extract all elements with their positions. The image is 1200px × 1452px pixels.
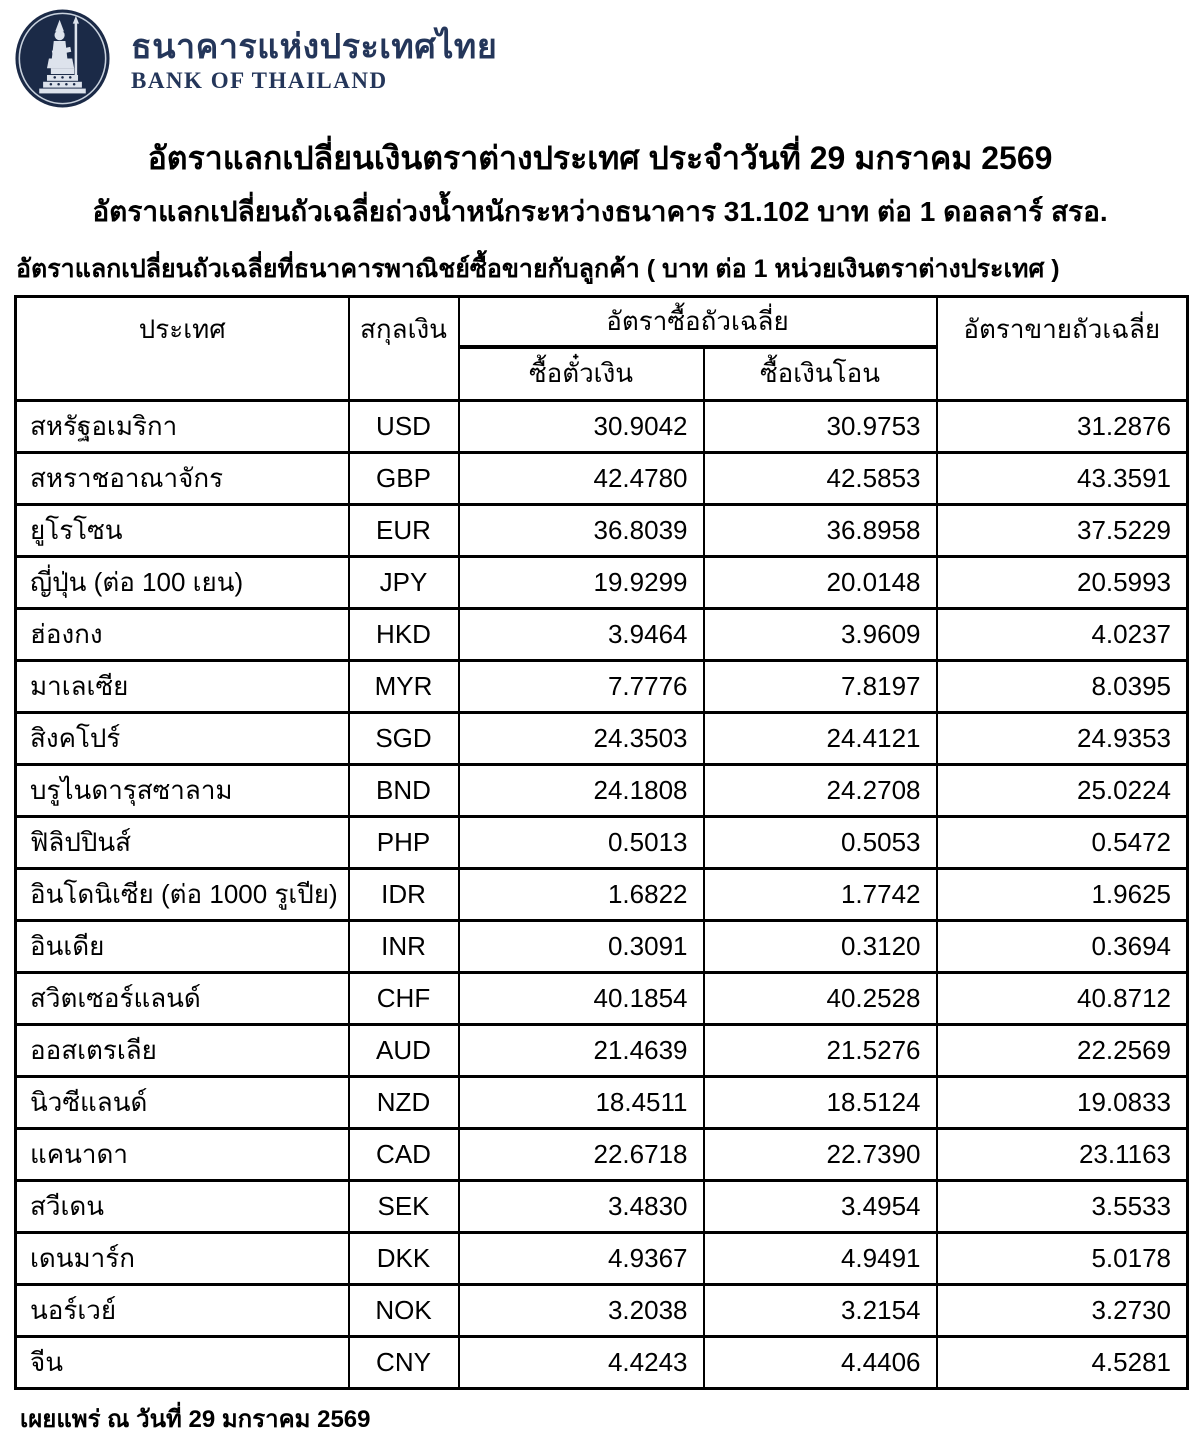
country-cell: มาเลเซีย <box>16 661 349 713</box>
selling-rate-cell: 4.0237 <box>937 609 1188 661</box>
buying-bill-cell: 30.9042 <box>459 401 704 453</box>
header-buying-sight-bill: ซื้อตั๋วเงิน <box>459 347 704 401</box>
selling-rate-cell: 24.9353 <box>937 713 1188 765</box>
currency-code-cell: MYR <box>349 661 459 713</box>
table-row <box>16 869 1188 921</box>
buying-transfer-cell: 21.5276 <box>704 1025 937 1077</box>
country-cell: นอร์เวย์ <box>16 1285 349 1337</box>
interbank-rate-line: อัตราแลกเปลี่ยนถัวเฉลี่ยถ่วงน้ำหนักระหว่างธนาคาร 31.102 บาท ต่อ 1 ดอลลาร์ สรอ. <box>92 196 1108 228</box>
currency-code-cell: CAD <box>349 1129 459 1181</box>
customer-rate-caption: อัตราแลกเปลี่ยนถัวเฉลี่ยที่ธนาคารพาณิชย์ซื้อขายกับลูกค้า ( บาท ต่อ 1 หน่วยเงินตราต่างประเทศ ) <box>16 254 1060 283</box>
table-header <box>16 297 1188 401</box>
country-cell: นิวซีแลนด์ <box>16 1077 349 1129</box>
buying-bill-cell: 19.9299 <box>459 557 704 609</box>
country-cell: อินเดีย <box>16 921 349 973</box>
buying-bill-cell: 22.6718 <box>459 1129 704 1181</box>
country-cell: ยูโรโซน <box>16 505 349 557</box>
selling-rate-cell: 20.5993 <box>937 557 1188 609</box>
table-row <box>16 1181 1188 1233</box>
country-cell: สิงคโปร์ <box>16 713 349 765</box>
buying-bill-cell: 4.9367 <box>459 1233 704 1285</box>
table-row <box>16 765 1188 817</box>
buying-bill-cell: 3.9464 <box>459 609 704 661</box>
currency-code-cell: SGD <box>349 713 459 765</box>
selling-rate-cell: 43.3591 <box>937 453 1188 505</box>
bank-name-english: BANK OF THAILAND <box>131 68 388 94</box>
buying-transfer-cell: 3.9609 <box>704 609 937 661</box>
currency-code-cell: INR <box>349 921 459 973</box>
selling-rate-cell: 1.9625 <box>937 869 1188 921</box>
table-row <box>16 661 1188 713</box>
selling-rate-cell: 31.2876 <box>937 401 1188 453</box>
buying-transfer-cell: 7.8197 <box>704 661 937 713</box>
currency-code-cell: EUR <box>349 505 459 557</box>
selling-rate-cell: 5.0178 <box>937 1233 1188 1285</box>
country-cell: ญี่ปุ่น (ต่อ 100 เยน) <box>16 557 349 609</box>
buying-transfer-cell: 20.0148 <box>704 557 937 609</box>
selling-rate-cell: 37.5229 <box>937 505 1188 557</box>
buying-transfer-cell: 40.2528 <box>704 973 937 1025</box>
selling-rate-cell: 25.0224 <box>937 765 1188 817</box>
selling-rate-cell: 22.2569 <box>937 1025 1188 1077</box>
header-buying-transfer: ซื้อเงินโอน <box>704 347 937 401</box>
table-row <box>16 453 1188 505</box>
buying-bill-cell: 36.8039 <box>459 505 704 557</box>
seated-deity-emblem-icon <box>14 8 111 109</box>
currency-code-cell: HKD <box>349 609 459 661</box>
selling-rate-cell: 8.0395 <box>937 661 1188 713</box>
country-cell: สวีเดน <box>16 1181 349 1233</box>
table-row <box>16 1285 1188 1337</box>
table-row <box>16 401 1188 453</box>
selling-rate-cell: 0.5472 <box>937 817 1188 869</box>
country-cell: ฮ่องกง <box>16 609 349 661</box>
buying-transfer-cell: 3.4954 <box>704 1181 937 1233</box>
currency-code-cell: DKK <box>349 1233 459 1285</box>
buying-transfer-cell: 3.2154 <box>704 1285 937 1337</box>
buying-transfer-cell: 36.8958 <box>704 505 937 557</box>
selling-rate-cell: 40.8712 <box>937 973 1188 1025</box>
header-currency: สกุลเงิน <box>349 297 459 401</box>
page-title: อัตราแลกเปลี่ยนเงินตราต่างประเทศ ประจำวันที่ 29 มกราคม 2569 <box>147 140 1053 176</box>
selling-rate-cell: 3.2730 <box>937 1285 1188 1337</box>
table-row <box>16 1025 1188 1077</box>
selling-rate-cell: 0.3694 <box>937 921 1188 973</box>
buying-bill-cell: 18.4511 <box>459 1077 704 1129</box>
table-body <box>16 401 1188 1389</box>
country-cell: เดนมาร์ก <box>16 1233 349 1285</box>
country-cell: แคนาดา <box>16 1129 349 1181</box>
selling-rate-cell: 23.1163 <box>937 1129 1188 1181</box>
country-cell: อินโดนิเซีย (ต่อ 1000 รูเปีย) <box>16 869 349 921</box>
currency-code-cell: AUD <box>349 1025 459 1077</box>
currency-code-cell: USD <box>349 401 459 453</box>
selling-rate-cell: 4.5281 <box>937 1337 1188 1389</box>
table-row <box>16 973 1188 1025</box>
buying-transfer-cell: 0.3120 <box>704 921 937 973</box>
selling-rate-cell: 19.0833 <box>937 1077 1188 1129</box>
buying-transfer-cell: 4.9491 <box>704 1233 937 1285</box>
table-row <box>16 557 1188 609</box>
header-average-selling-rate: อัตราขายถัวเฉลี่ย <box>937 297 1188 401</box>
table-row <box>16 1337 1188 1389</box>
table-row <box>16 1077 1188 1129</box>
currency-code-cell: NZD <box>349 1077 459 1129</box>
buying-transfer-cell: 4.4406 <box>704 1337 937 1389</box>
header-average-buying-rate: อัตราซื้อถัวเฉลี่ย <box>459 297 937 347</box>
bank-header <box>14 8 1186 109</box>
buying-transfer-cell: 42.5853 <box>704 453 937 505</box>
country-cell: ฟิลิปปินส์ <box>16 817 349 869</box>
currency-code-cell: SEK <box>349 1181 459 1233</box>
buying-transfer-cell: 22.7390 <box>704 1129 937 1181</box>
buying-bill-cell: 3.4830 <box>459 1181 704 1233</box>
table-row <box>16 713 1188 765</box>
country-cell: สหราชอาณาจักร <box>16 453 349 505</box>
buying-bill-cell: 24.1808 <box>459 765 704 817</box>
bank-of-thailand-logo-icon <box>14 8 111 109</box>
buying-bill-cell: 42.4780 <box>459 453 704 505</box>
currency-code-cell: IDR <box>349 869 459 921</box>
exchange-rate-table <box>14 295 1189 1390</box>
country-cell: สวิตเซอร์แลนด์ <box>16 973 349 1025</box>
publish-date: เผยแพร่ ณ วันที่ 29 มกราคม 2569 <box>20 1406 371 1434</box>
buying-bill-cell: 7.7776 <box>459 661 704 713</box>
buying-transfer-cell: 1.7742 <box>704 869 937 921</box>
selling-rate-cell: 3.5533 <box>937 1181 1188 1233</box>
table-row <box>16 609 1188 661</box>
table-row <box>16 921 1188 973</box>
table-row <box>16 505 1188 557</box>
header-country: ประเทศ <box>16 297 349 401</box>
country-cell: บรูไนดารุสซาลาม <box>16 765 349 817</box>
currency-code-cell: PHP <box>349 817 459 869</box>
buying-transfer-cell: 30.9753 <box>704 401 937 453</box>
country-cell: จีน <box>16 1337 349 1389</box>
country-cell: ออสเตรเลีย <box>16 1025 349 1077</box>
buying-bill-cell: 40.1854 <box>459 973 704 1025</box>
buying-transfer-cell: 24.2708 <box>704 765 937 817</box>
buying-bill-cell: 0.3091 <box>459 921 704 973</box>
bank-name-block <box>131 23 497 94</box>
currency-code-cell: JPY <box>349 557 459 609</box>
table-row <box>16 1129 1188 1181</box>
buying-bill-cell: 1.6822 <box>459 869 704 921</box>
country-cell: สหรัฐอเมริกา <box>16 401 349 453</box>
table-row <box>16 1233 1188 1285</box>
buying-transfer-cell: 24.4121 <box>704 713 937 765</box>
buying-bill-cell: 0.5013 <box>459 817 704 869</box>
currency-code-cell: BND <box>349 765 459 817</box>
buying-bill-cell: 3.2038 <box>459 1285 704 1337</box>
buying-transfer-cell: 0.5053 <box>704 817 937 869</box>
currency-code-cell: NOK <box>349 1285 459 1337</box>
buying-transfer-cell: 18.5124 <box>704 1077 937 1129</box>
currency-code-cell: CHF <box>349 973 459 1025</box>
table-row <box>16 817 1188 869</box>
bank-name-thai: ธนาคารแห่งประเทศไทย <box>131 27 498 66</box>
buying-bill-cell: 4.4243 <box>459 1337 704 1389</box>
currency-code-cell: CNY <box>349 1337 459 1389</box>
buying-bill-cell: 21.4639 <box>459 1025 704 1077</box>
currency-code-cell: GBP <box>349 453 459 505</box>
buying-bill-cell: 24.3503 <box>459 713 704 765</box>
